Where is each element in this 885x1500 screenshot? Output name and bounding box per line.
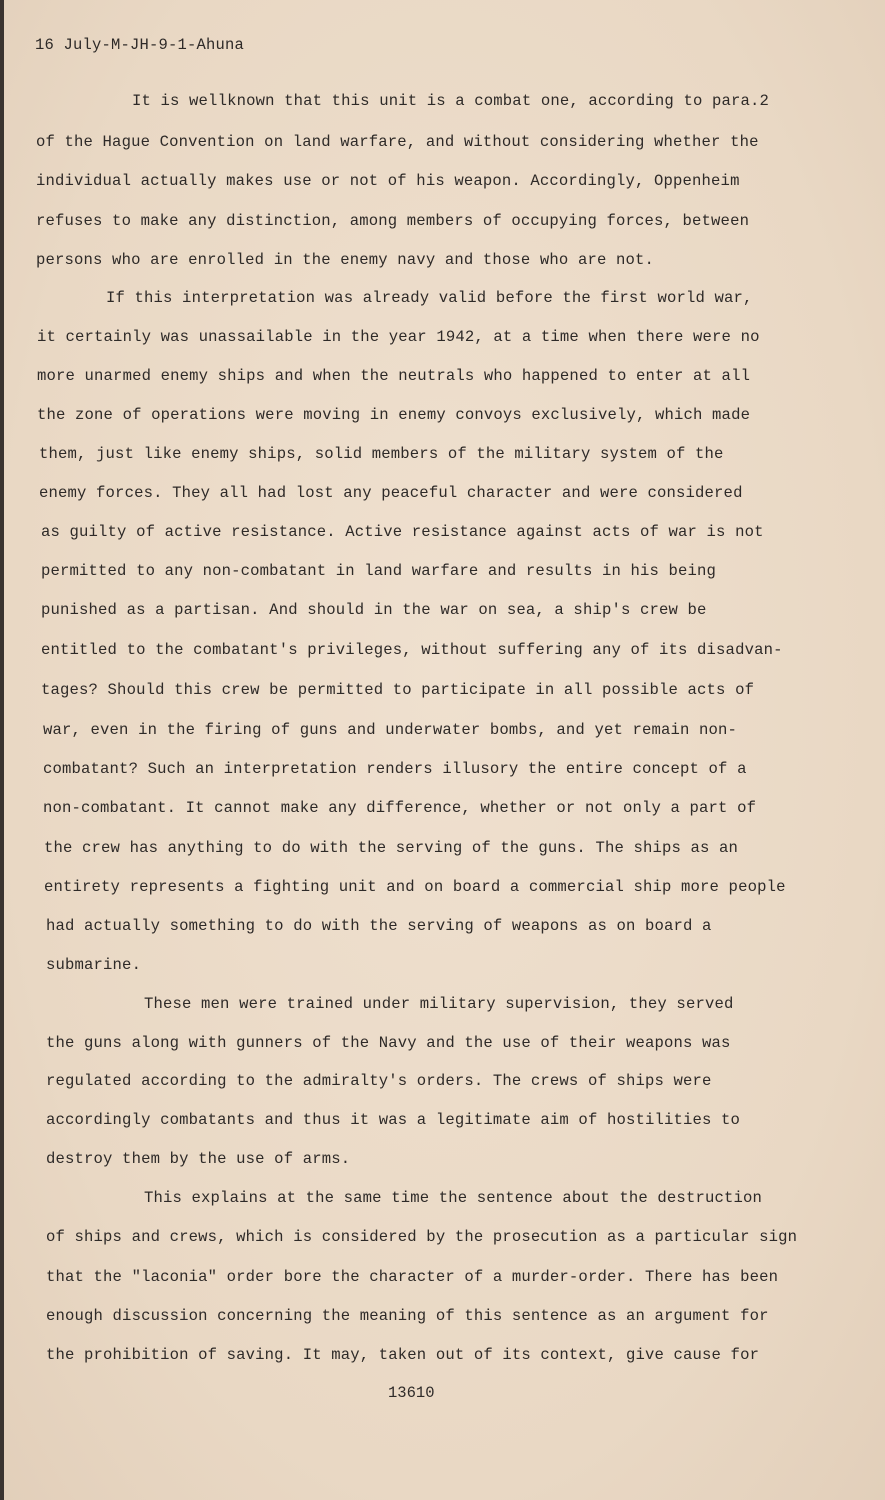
text-line: refuses to make any distinction, among members of occupying forces, between — [36, 212, 750, 230]
text-line: persons who are enrolled in the enemy navy and those who are not. — [36, 251, 655, 269]
text-line: It is wellknown that this unit is a combat one, according to para.2 — [132, 92, 770, 110]
text-line: tages? Should this crew be permitted to participate in all possible acts of — [41, 681, 755, 699]
document-header: 16 July-M-JH-9-1-Ahuna — [35, 36, 245, 54]
text-line: them, just like enemy ships, solid members of the military system of the — [39, 445, 724, 463]
text-line: the guns along with gunners of the Navy and the use of their weapons was — [46, 1034, 731, 1052]
text-line: as guilty of active resistance. Active resistance against acts of war is not — [41, 523, 764, 541]
text-line: individual actually makes use or not of his weapon. Accordingly, Oppenheim — [36, 172, 740, 190]
text-line: of ships and crews, which is considered by the prosecution as a particular sign — [46, 1228, 798, 1246]
text-line: war, even in the firing of guns and underwater bombs, and yet remain non- — [43, 721, 738, 739]
text-line: These men were trained under military supervision, they served — [144, 995, 734, 1013]
text-line: permitted to any non-combatant in land warfare and results in his being — [41, 562, 717, 580]
text-line: combatant? Such an interpretation renders illusory the entire concept of a — [43, 760, 747, 778]
text-line: destroy them by the use of arms. — [46, 1150, 351, 1168]
text-line: of the Hague Convention on land warfare, and without considering whether the — [36, 133, 759, 151]
text-line: If this interpretation was already valid before the first world war, — [106, 289, 753, 307]
text-line: punished as a partisan. And should in the war on sea, a ship's crew be — [41, 601, 707, 619]
page-number: 13610 — [388, 1384, 435, 1402]
text-line: non-combatant. It cannot make any difference, whether or not only a part of — [43, 799, 757, 817]
text-line: the crew has anything to do with the serving of the guns. The ships as an — [44, 839, 739, 857]
text-line: entirety represents a fighting unit and on board a commercial ship more people — [44, 878, 786, 896]
text-line: it certainly was unassailable in the year 1942, at a time when there were no — [37, 328, 760, 346]
text-line: the zone of operations were moving in enemy convoys exclusively, which made — [37, 406, 751, 424]
text-line: regulated according to the admiralty's orders. The crews of ships were — [46, 1072, 712, 1090]
text-line: accordingly combatants and thus it was a legitimate aim of hostilities to — [46, 1111, 741, 1129]
text-line: that the "laconia" order bore the character of a murder-order. There has been — [46, 1268, 779, 1286]
page-edge-shadow — [0, 0, 4, 1500]
text-line: the prohibition of saving. It may, taken out of its context, give cause for — [46, 1346, 760, 1364]
text-line: entitled to the combatant's privileges, without suffering any of its disadvan- — [41, 641, 783, 659]
text-line: enemy forces. They all had lost any peaceful character and were considered — [39, 484, 743, 502]
text-line: more unarmed enemy ships and when the neutrals who happened to enter at all — [37, 367, 751, 385]
text-line: had actually something to do with the serving of weapons as on board a — [46, 917, 712, 935]
text-line: submarine. — [46, 956, 142, 974]
text-line: This explains at the same time the sentence about the destruction — [144, 1189, 763, 1207]
text-line: enough discussion concerning the meaning of this sentence as an argument for — [46, 1307, 769, 1325]
